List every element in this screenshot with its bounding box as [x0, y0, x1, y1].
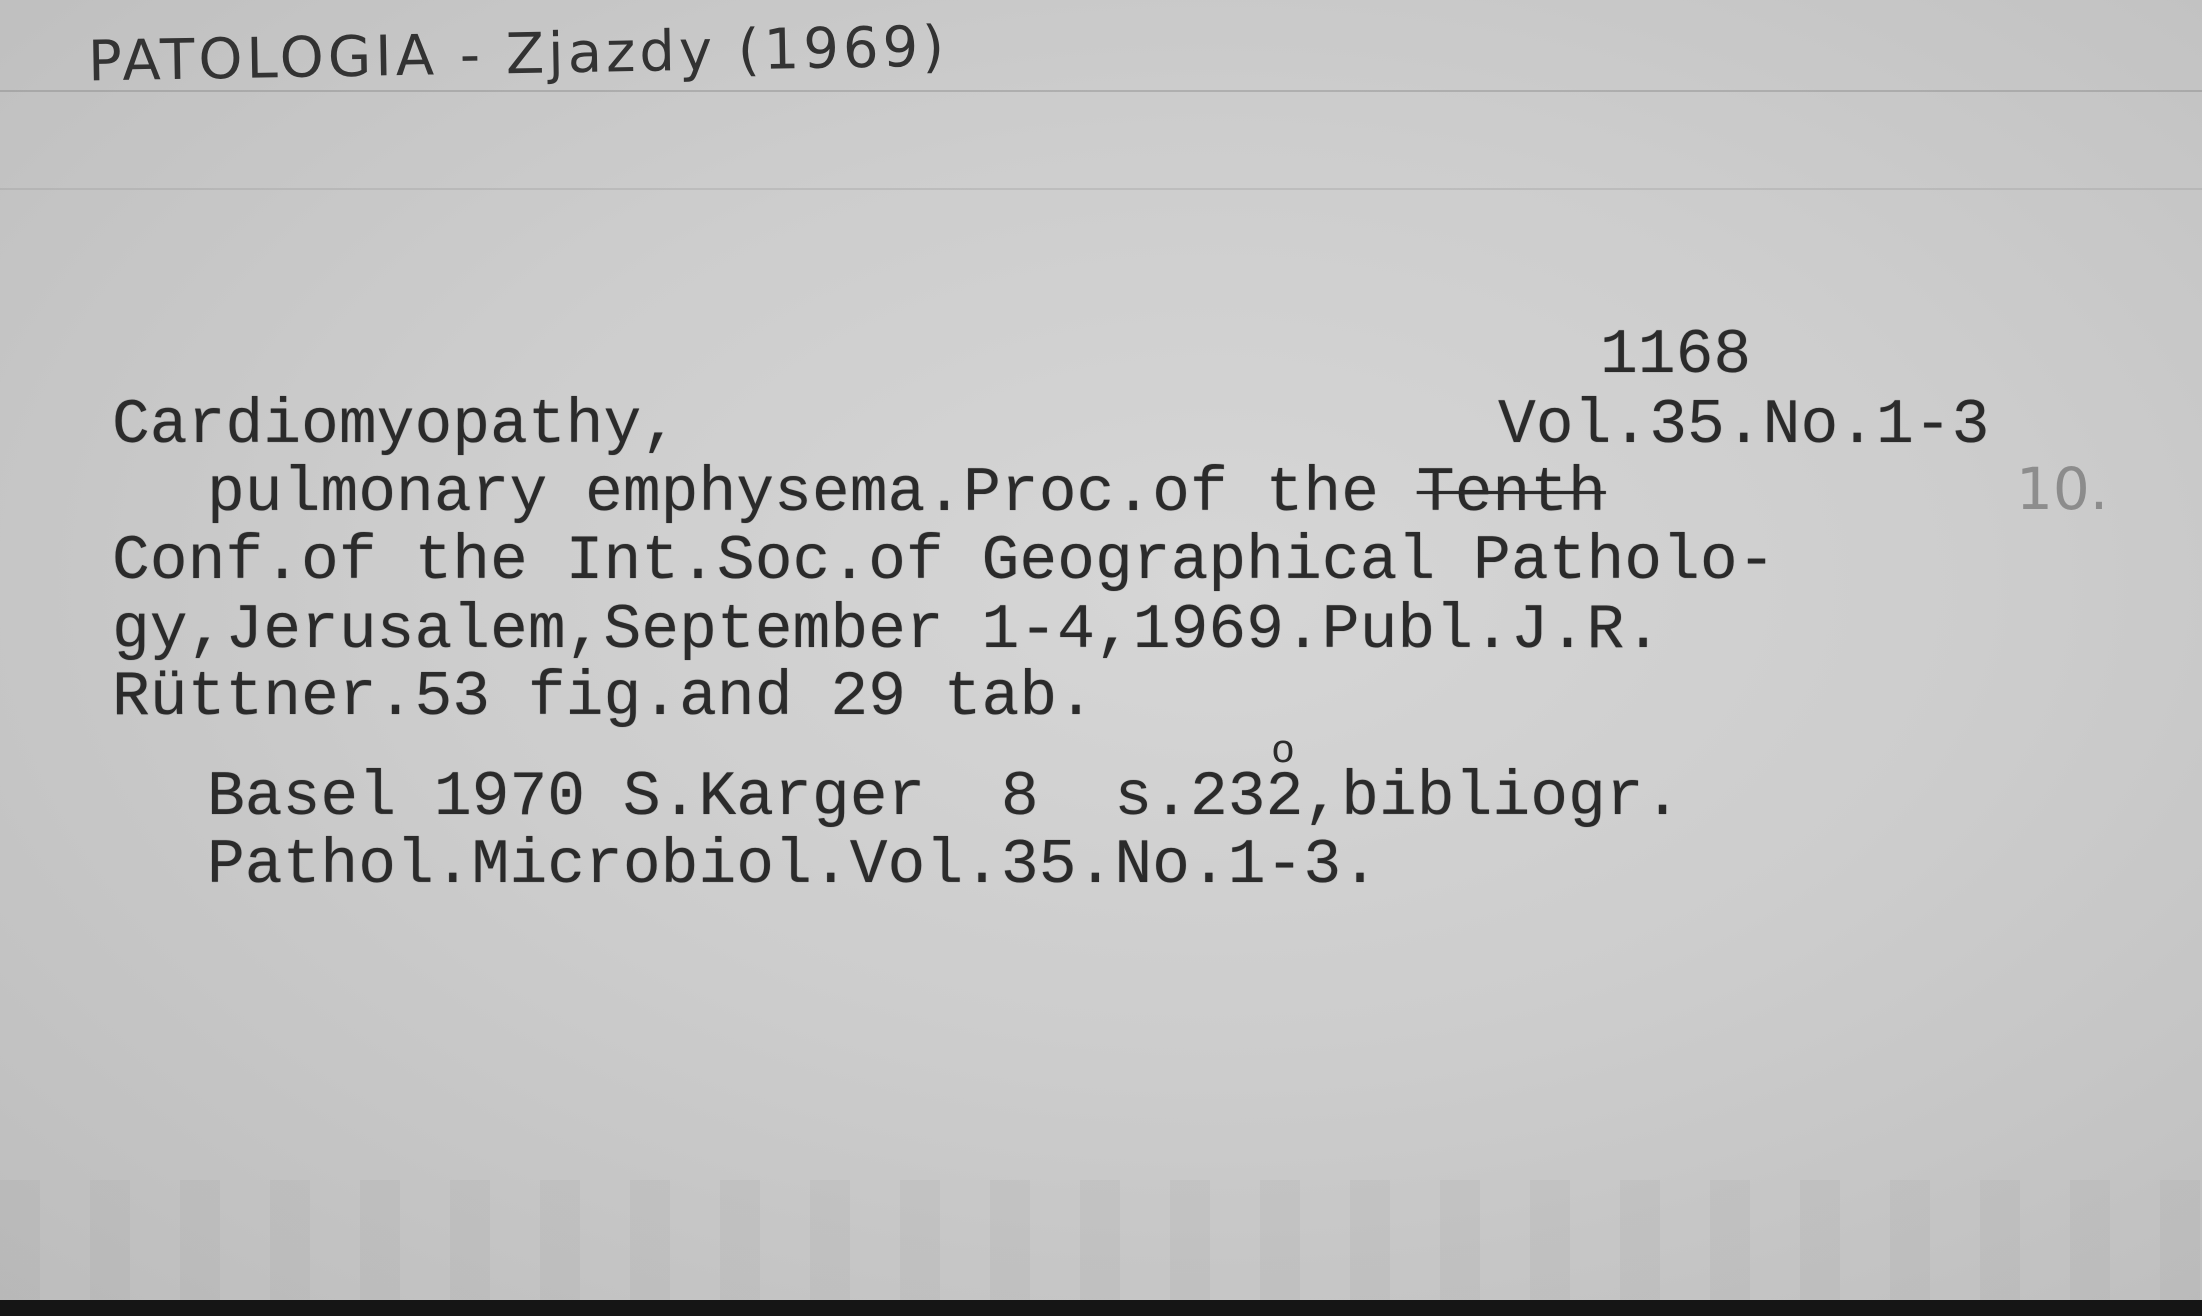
- entry-title: Cardiomyopathy,: [112, 390, 680, 461]
- second-ruling-line: [0, 188, 2202, 190]
- struck-word: Tenth: [1416, 458, 1606, 529]
- format-superscript: o: [1271, 730, 1296, 775]
- citation-line-1-text: pulmonary emphysema.Proc.of the: [207, 458, 1417, 529]
- entry-number: 1168: [1600, 320, 1752, 391]
- citation-line-6: Pathol.Microbiol.Vol.35.No.1-3.: [207, 830, 1379, 901]
- card-bottom-edge: [0, 1300, 2202, 1316]
- citation-line-2: Conf.of the Int.Soc.of Geographical Patholo-: [112, 526, 1776, 597]
- citation-line-4: Rüttner.53 fig.and 29 tab.: [112, 662, 1095, 733]
- citation-line-5: Basel 1970 S.Karger 8 s.232,bibliogr.: [207, 762, 1682, 833]
- top-ruling-line: [0, 90, 2202, 92]
- handwritten-heading: PATOLOGIA - Zjazdy (1969): [87, 14, 949, 95]
- citation-line-3: gy,Jerusalem,September 1-4,1969.Publ.J.R.: [112, 595, 1663, 666]
- volume-reference: Vol.35.No.1-3: [1498, 390, 1990, 461]
- faded-background-marks: [0, 1180, 2202, 1300]
- citation-line-1: [207, 460, 1606, 528]
- handwritten-correction: 10.: [2016, 455, 2109, 523]
